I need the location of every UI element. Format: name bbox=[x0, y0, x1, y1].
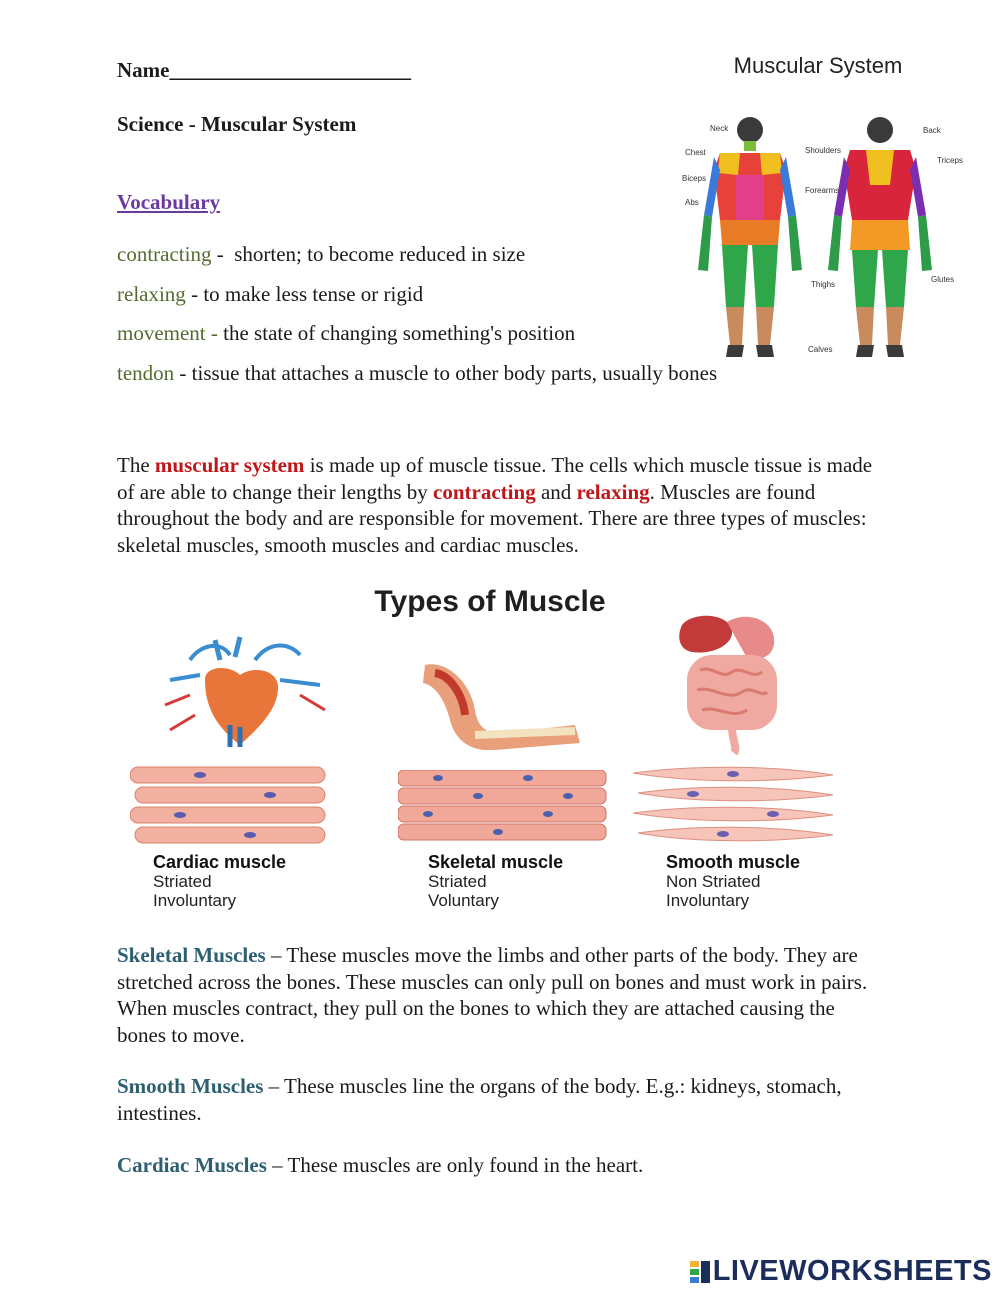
description-text: – These muscles are only found in the heart. bbox=[266, 1153, 644, 1177]
skeletal-fibers bbox=[398, 770, 608, 845]
muscle-type-skeletal bbox=[428, 853, 563, 910]
label-biceps: Biceps bbox=[682, 174, 707, 183]
liveworksheets-logo[interactable] bbox=[690, 1255, 992, 1288]
label-neck: Neck bbox=[710, 124, 729, 133]
description-term: Skeletal Muscles bbox=[117, 943, 266, 967]
vocab-separator: - bbox=[174, 361, 192, 385]
vocab-term: contracting bbox=[117, 242, 212, 266]
vocab-term: movement bbox=[117, 321, 206, 345]
keyword-muscular-system: muscular system bbox=[154, 453, 305, 477]
intro-text: and bbox=[535, 479, 577, 504]
vocab-definition: shorten; to become reduced in size bbox=[234, 242, 526, 266]
name-field-label: Name_______________________ bbox=[117, 58, 411, 82]
muscle-type-name: Smooth muscle bbox=[666, 852, 801, 872]
description-text: – These muscles line the organs of the body. E.g.: kidneys, stomach, intestines. bbox=[117, 1074, 842, 1125]
intro-paragraph bbox=[117, 452, 887, 558]
muscle-type-striation: Non Striated bbox=[666, 872, 761, 891]
label-chest: Chest bbox=[685, 148, 706, 157]
vocab-term: relaxing bbox=[117, 282, 186, 306]
label-back: Back bbox=[923, 126, 941, 135]
cardiac-muscles-description bbox=[117, 1152, 887, 1179]
vocab-item-movement bbox=[117, 321, 575, 346]
muscular-system-figure bbox=[665, 45, 975, 375]
vocab-separator: - bbox=[211, 242, 235, 266]
cardiac-fibers bbox=[130, 765, 330, 850]
keyword-contracting: contracting bbox=[433, 479, 536, 504]
back-body bbox=[828, 117, 932, 357]
muscle-type-striation: Striated bbox=[428, 872, 487, 891]
smooth-fibers bbox=[633, 765, 838, 850]
heart-illustration bbox=[160, 635, 330, 750]
intro-text: is made up of muscle tissue. The cells which muscle tissue is made of are able to change their lengths by bbox=[117, 453, 873, 504]
muscle-type-name: Skeletal muscle bbox=[428, 852, 564, 872]
vocab-item-contracting bbox=[117, 242, 525, 267]
description-text: – These muscles move the limbs and other parts of the body. They are stretched across the bones. These muscles can only pull on bones and must work in pairs. When muscles contract, they pull on the bones to which they are attached causing the bones to move. bbox=[117, 943, 868, 1047]
vocab-definition: the state of changing something's position bbox=[223, 321, 576, 345]
vocab-separator: - bbox=[185, 282, 204, 306]
label-forearms: Forearms bbox=[805, 186, 840, 195]
label-thighs: Thighs bbox=[811, 280, 836, 289]
vocab-term: tendon bbox=[117, 361, 175, 385]
muscle-type-cardiac bbox=[153, 853, 286, 910]
muscular-system-illustration bbox=[665, 45, 975, 375]
liveworksheets-icon bbox=[690, 1261, 710, 1283]
keyword-relaxing: relaxing bbox=[576, 479, 650, 504]
worksheet-subtitle: Science - Muscular System bbox=[117, 112, 357, 136]
vocabulary-heading: Vocabulary bbox=[117, 190, 221, 214]
arm-illustration bbox=[415, 655, 585, 750]
muscle-type-control: Involuntary bbox=[666, 891, 750, 910]
description-term: Smooth Muscles bbox=[117, 1074, 264, 1098]
figure-title: Muscular System bbox=[733, 53, 903, 78]
front-body bbox=[698, 117, 802, 357]
types-of-muscle-title: Types of Muscle bbox=[374, 585, 606, 618]
label-calves: Calves bbox=[808, 345, 833, 354]
muscle-type-striation: Striated bbox=[153, 872, 212, 891]
muscle-type-smooth bbox=[666, 853, 800, 910]
label-glutes: Glutes bbox=[931, 275, 955, 284]
smooth-muscles-description bbox=[117, 1073, 887, 1126]
description-term: Cardiac Muscles bbox=[117, 1153, 267, 1177]
label-abs: Abs bbox=[685, 198, 699, 207]
skeletal-muscles-description bbox=[117, 942, 887, 1048]
intro-text: . Muscles are found throughout the body and are responsible for movement. There are three types of muscles: skeletal muscles, smooth muscles and cardiac muscles. bbox=[117, 479, 867, 557]
muscle-type-control: Involuntary bbox=[153, 891, 237, 910]
vocab-separator: - bbox=[205, 321, 224, 345]
logo-text: LIVEWORKSHEETS bbox=[712, 1255, 992, 1287]
label-shoulders: Shoulders bbox=[805, 146, 842, 155]
muscle-type-name: Cardiac muscle bbox=[153, 852, 287, 872]
vocab-item-tendon bbox=[117, 361, 717, 386]
vocab-item-relaxing bbox=[117, 282, 423, 307]
vocab-definition: tissue that attaches a muscle to other body parts, usually bones bbox=[191, 361, 718, 385]
label-triceps: Triceps bbox=[937, 156, 963, 165]
intro-text: The bbox=[117, 453, 155, 477]
vocab-definition: to make less tense or rigid bbox=[203, 282, 424, 306]
digestive-illustration bbox=[672, 610, 792, 755]
muscle-type-control: Voluntary bbox=[428, 891, 499, 910]
